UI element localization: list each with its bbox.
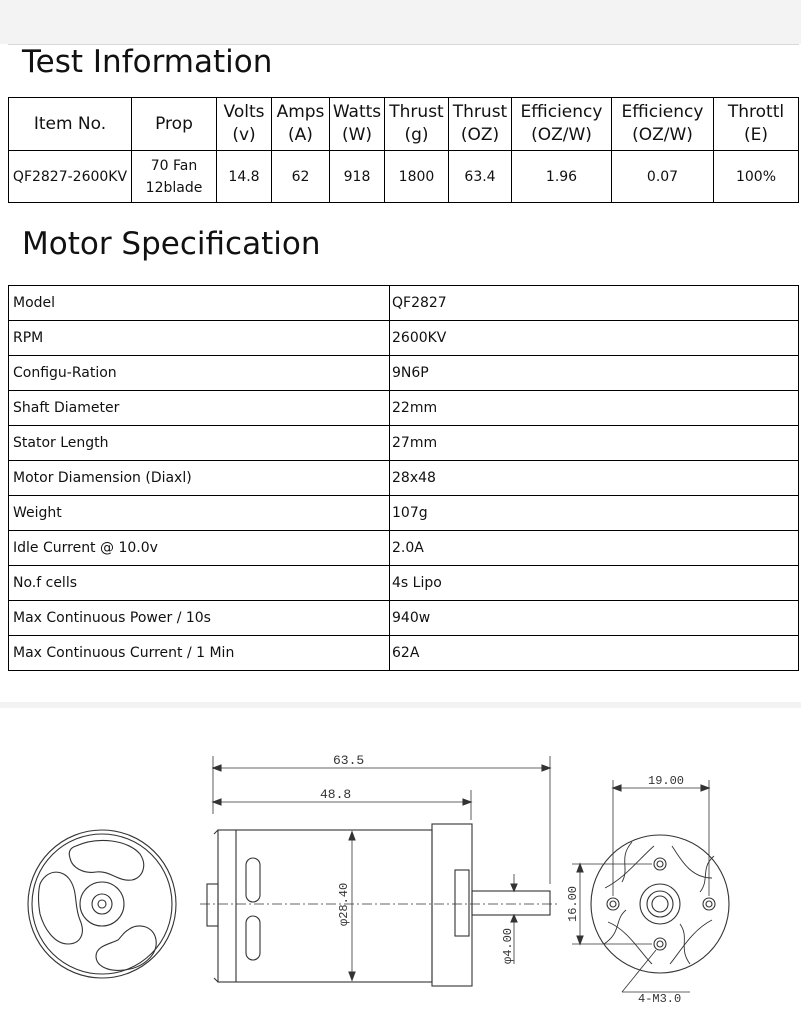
spec-sheet [8,44,799,703]
header-watts: Watts (W) [330,98,385,151]
spec-label: Idle Current @ 10.0v [9,531,390,566]
dimension-overall-length: 63.5 [333,753,365,768]
dimension-body-length: 48.8 [320,787,352,802]
table-row [9,531,799,566]
cell-amps: 62 [272,151,330,203]
table-row [9,636,799,671]
header-throttle: Throttl (E) [714,98,799,151]
rear-end-view [28,830,176,978]
spec-value: 62A [390,636,799,671]
cell-watts: 918 [330,151,385,203]
table-row [9,286,799,321]
screw-callout: 4-M3.0 [638,992,682,1006]
cell-efficiency-2: 0.07 [612,151,714,203]
header-volts: Volts (v) [217,98,272,151]
spec-value: 28x48 [390,461,799,496]
cell-thrust-g: 1800 [385,151,449,203]
motor-specification-table [8,285,799,671]
spec-label: Max Continuous Current / 1 Min [9,636,390,671]
spec-value: QF2827 [390,286,799,321]
dimension-hole-spacing-vertical: 16.00 [566,885,580,922]
header-item-no: Item No. [9,98,132,151]
dimension-shaft-diameter: φ4.00 [501,927,515,964]
spec-value: 27mm [390,426,799,461]
spec-value: 9N6P [390,356,799,391]
cell-item-no: QF2827-2600KV [9,151,132,203]
spec-label: RPM [9,321,390,356]
header-efficiency-2: Efficiency (OZ/W) [612,98,714,151]
header-thrust-oz: Thrust (OZ) [449,98,512,151]
spec-label: Model [9,286,390,321]
cell-efficiency-1: 1.96 [512,151,612,203]
spec-label: Shaft Diameter [9,391,390,426]
cell-throttle: 100% [714,151,799,203]
table-row [9,426,799,461]
spec-value: 22mm [390,391,799,426]
spec-label: Weight [9,496,390,531]
spec-value: 940w [390,601,799,636]
cell-volts: 14.8 [217,151,272,203]
side-view [200,753,560,986]
test-information-title: Test Information [22,44,273,80]
spec-value: 107g [390,496,799,531]
table-row [9,496,799,531]
spec-label: Max Continuous Power / 10s [9,601,390,636]
spec-value: 4s Lipo [390,566,799,601]
spec-value: 2600KV [390,321,799,356]
table-row [9,566,799,601]
table-row [9,391,799,426]
header-thrust-g: Thrust (g) [385,98,449,151]
header-amps: Amps (A) [272,98,330,151]
cell-thrust-oz: 63.4 [449,151,512,203]
cell-prop: 70 Fan 12blade [132,151,217,203]
spec-label: Stator Length [9,426,390,461]
top-band [0,0,801,44]
spec-label: No.f cells [9,566,390,601]
dimension-body-diameter: φ28.40 [337,882,351,926]
front-end-view [566,774,729,1006]
table-row [9,321,799,356]
spec-label: Motor Diamension (Diaxl) [9,461,390,496]
spec-label: Configu-Ration [9,356,390,391]
table-row [9,461,799,496]
header-efficiency-1: Efficiency (OZ/W) [512,98,612,151]
test-information-table [8,97,799,203]
motor-dimension-drawing [0,708,801,1029]
dimension-hole-spacing-horizontal: 19.00 [648,774,685,788]
table-row [9,601,799,636]
spec-value: 2.0A [390,531,799,566]
motor-specification-title: Motor Specification [22,226,321,262]
table-row [9,151,799,203]
table-row [9,356,799,391]
header-prop: Prop [132,98,217,151]
test-header-row [9,98,799,151]
